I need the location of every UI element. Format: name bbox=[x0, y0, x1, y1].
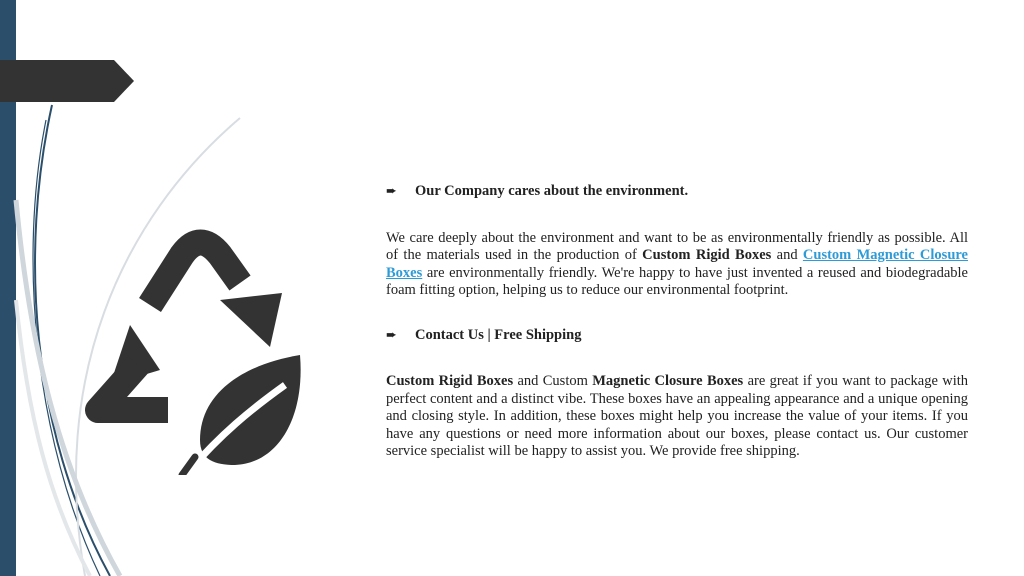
right-arrow-bullet-icon: ➨ bbox=[386, 326, 397, 342]
title-tab-shape bbox=[0, 60, 140, 104]
paragraph-text: and Custom bbox=[513, 373, 593, 389]
heading-text: Contact Us | Free Shipping bbox=[415, 326, 582, 343]
paragraph-text: and bbox=[771, 247, 803, 263]
section-heading bbox=[386, 182, 968, 201]
bold-text: Magnetic Closure Boxes bbox=[592, 373, 744, 389]
content-area bbox=[386, 182, 968, 461]
magnetic-closure-boxes-link[interactable]: Custom Magnetic Closure Boxes bbox=[386, 247, 968, 281]
paragraph-environment bbox=[386, 230, 968, 300]
bold-text: Custom Rigid Boxes bbox=[386, 373, 514, 389]
paragraph-contact bbox=[386, 373, 968, 461]
paragraph-text: are environmentally friendly. We're happy to have just invented a reused and biodegradable foam fitting option, helping us to reduce our environmental footprint. bbox=[386, 264, 968, 298]
right-arrow-bullet-icon: ➨ bbox=[386, 183, 397, 198]
paragraph-text: are great if you want to package with perfect content and a distinct vibe. These boxes have an appealing appearance and a unique opening and closing style. In addition, these boxes might help you increase the value of your items. If you have any questions or need more information about our boxes, please contact us. Our customer service specialist will be happy to assist you. We provide free shipping. bbox=[386, 373, 968, 459]
paragraph-text: We care deeply about the environment and want to be as environmentally friendly as possible. All of the materials used in the production of bbox=[386, 229, 968, 263]
recycle-leaf-icon bbox=[70, 225, 320, 475]
bold-text: Custom Rigid Boxes bbox=[642, 247, 772, 263]
section-heading bbox=[386, 326, 968, 345]
heading-text: Our Company cares about the environment. bbox=[415, 183, 689, 199]
